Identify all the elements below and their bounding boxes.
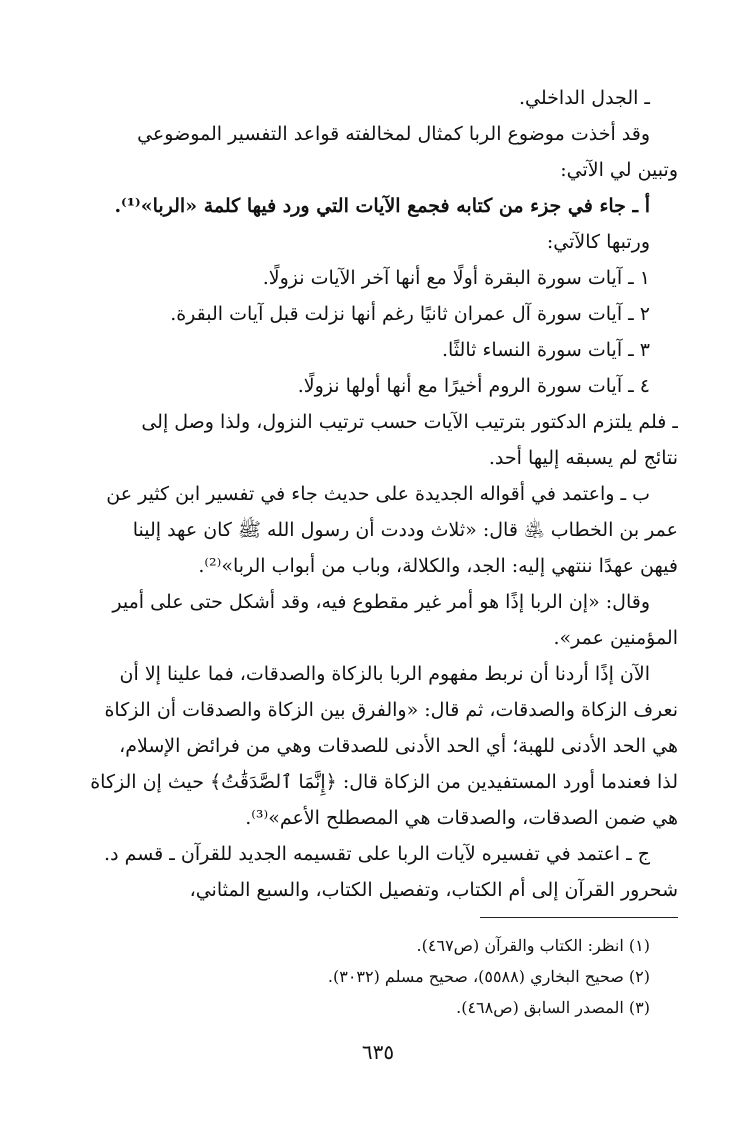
text-line: ١ ـ آيات سورة البقرة أولًا مع أنها آخر الآيات نزولًا.: [262, 267, 650, 289]
text-line: أ ـ جاء في جزء من كتابه فجمع الآيات التي ورد فيها كلمة «الربا»⁽¹⁾.: [114, 195, 650, 217]
footnotes: [78, 930, 678, 1023]
text-line: وقال: «إن الربا إذًا هو أمر غير مقطوع فيه، وقد أشكل حتى على أمير: [112, 591, 650, 613]
footnote: (٢) صحيح البخاري (٥٥٨٨)، صحيح مسلم (٣٠٣٢).: [327, 967, 650, 986]
main-text: [78, 80, 678, 908]
text-line: فيهن عهدًا ننتهي إليه: الجد، والكلالة، وباب من أبواب الربا»⁽²⁾.: [198, 555, 678, 577]
text-line: ٤ ـ آيات سورة الروم أخيرًا مع أنها أولها نزولًا.: [297, 375, 650, 397]
text-line: ـ فلم يلتزم الدكتور بترتيب الآيات حسب ترتيب النزول، ولذا وصل إلى: [141, 411, 678, 433]
footnote: (١) انظر: الكتاب والقرآن (ص٤٦٧).: [416, 936, 650, 955]
text-line: ب ـ واعتمد في أقواله الجديدة على حديث جاء في تفسير ابن كثير عن: [106, 483, 650, 505]
footnote-divider: [480, 917, 678, 918]
page-number: ٦٣٥: [361, 1040, 395, 1064]
text-line: ج ـ اعتمد في تفسيره لآيات الربا على تقسيمه الجديد للقرآن ـ قسم د.: [104, 843, 650, 865]
text-line: نتائج لم يسبقه إليها أحد.: [488, 447, 678, 469]
text-line: وتبين لي الآتي:: [560, 159, 678, 181]
text-line: ٣ ـ آيات سورة النساء ثالثًا.: [442, 339, 650, 361]
text-line: ٢ ـ آيات سورة آل عمران ثانيًا رغم أنها نزلت قبل آيات البقرة.: [170, 303, 650, 325]
text-line: هي الحد الأدنى للهبة؛ أي الحد الأدنى للصدقات وهي من فرائض الإسلام،: [119, 735, 678, 757]
text-line: شحرور القرآن إلى أم الكتاب، وتفصيل الكتاب، والسبع المثاني،: [189, 879, 678, 901]
text-line: المؤمنين عمر».: [553, 627, 678, 649]
text-line: وقد أخذت موضوع الربا كمثال لمخالفته قواعد التفسير الموضوعي: [137, 123, 650, 145]
text-line: نعرف الزكاة والصدقات، ثم قال: «والفرق بين الزكاة والصدقات أن الزكاة: [104, 699, 678, 721]
text-line: ـ الجدل الداخلي.: [519, 87, 650, 109]
text-line: الآن إذًا أردنا أن نربط مفهوم الربا بالزكاة والصدقات، فما علينا إلا أن: [119, 663, 650, 685]
text-line: ورتبها كالآتي:: [546, 231, 650, 253]
text-line: عمر بن الخطاب ﵁ قال: «ثلاث وددت أن رسول الله ﷺ كان عهد إلينا: [132, 519, 678, 541]
text-line: لذا فعندما أورد المستفيدين من الزكاة قال: ﴿إِنَّمَا ٱلصَّدَقَٰتُ﴾ حيث إن الزكاة: [90, 771, 678, 793]
footnote: (٣) المصدر السابق (ص٤٦٨).: [456, 998, 650, 1017]
text-line: هي ضمن الصدقات، والصدقات هي المصطلح الأعم»⁽³⁾.: [245, 807, 678, 829]
